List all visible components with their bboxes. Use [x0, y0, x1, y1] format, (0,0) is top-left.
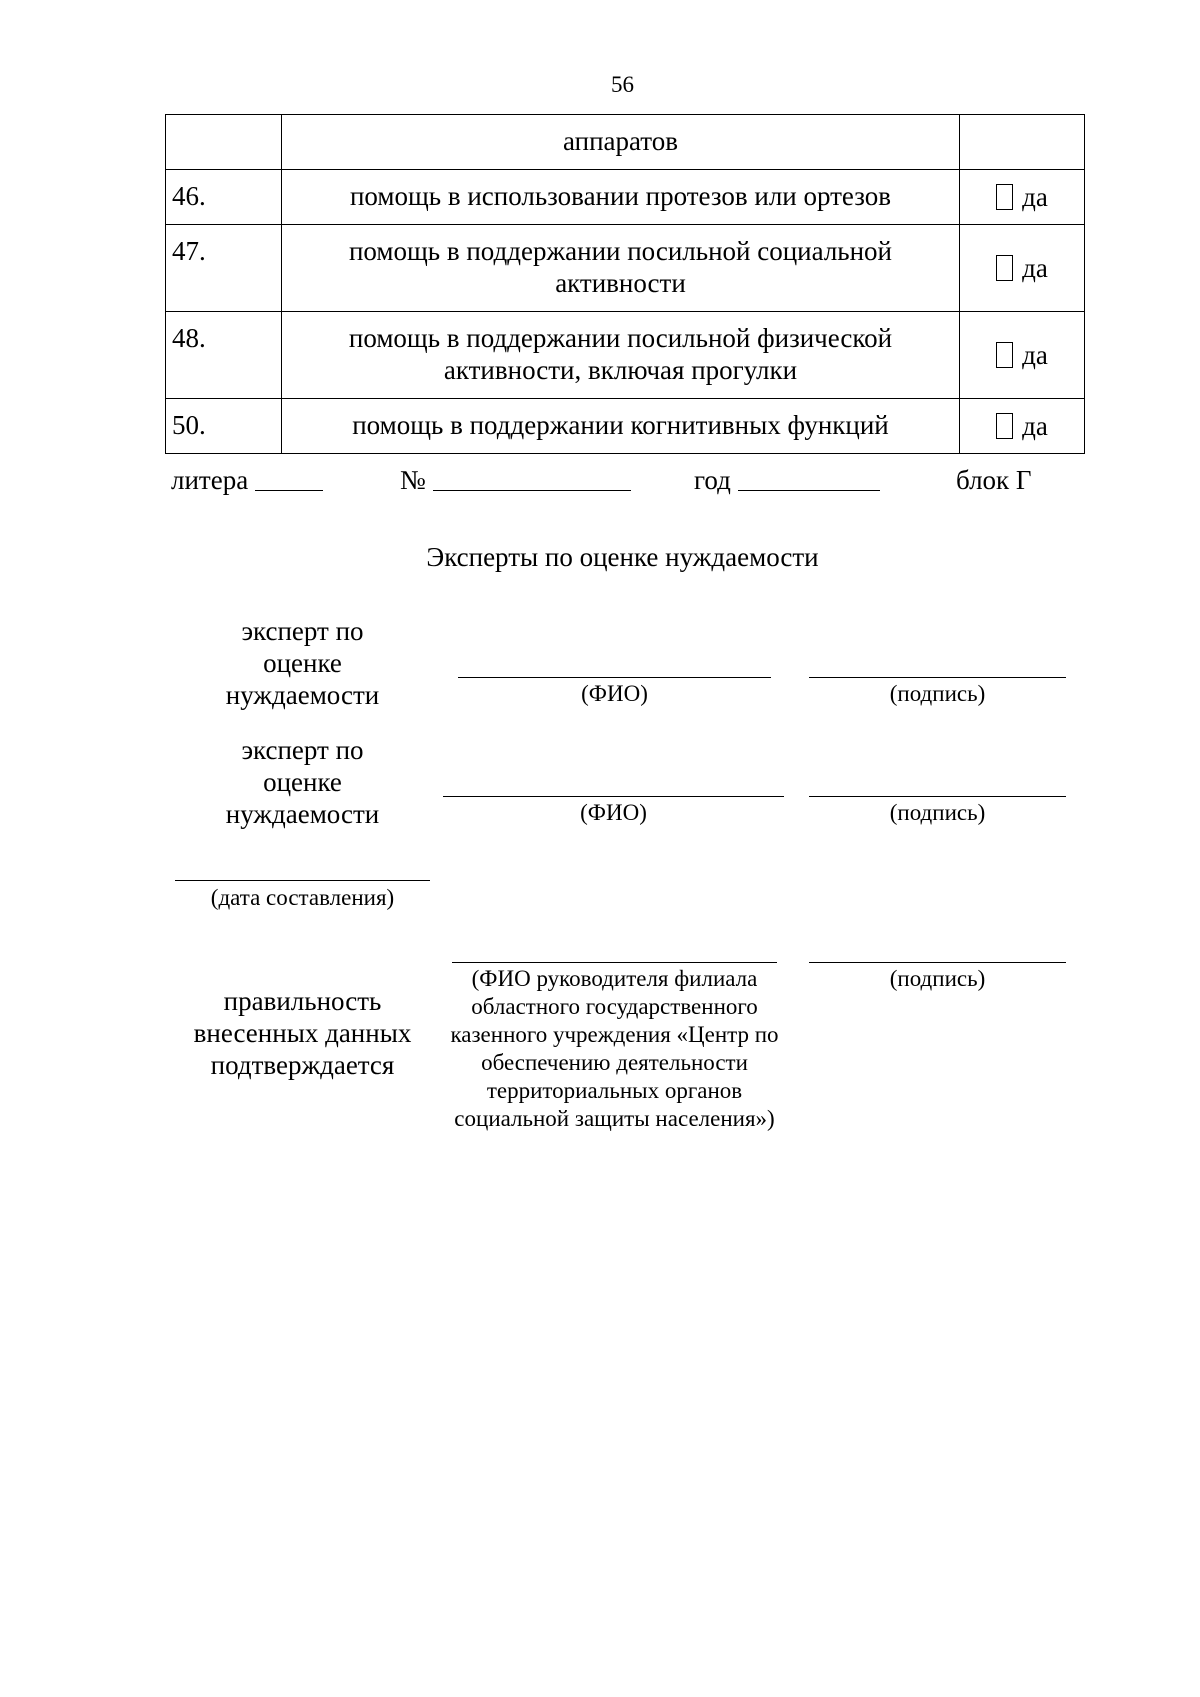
checkbox[interactable] — [996, 184, 1013, 210]
table-row — [166, 225, 1085, 312]
checkbox[interactable] — [996, 255, 1013, 281]
fio-line[interactable] — [443, 796, 784, 797]
confirmation-label: правильность внесенных данных подтверждается — [193, 986, 412, 1080]
row-check-cell — [960, 399, 1085, 454]
date-line[interactable] — [175, 880, 430, 881]
page-number: 56 — [611, 72, 634, 97]
year-input[interactable] — [738, 464, 880, 491]
number-field — [400, 463, 631, 497]
row-text: помощь в поддержании посильной физической активности, включая прогулки — [282, 312, 960, 399]
services-table — [165, 114, 1085, 454]
checkbox[interactable] — [996, 342, 1013, 368]
signature-caption: (подпись) — [889, 800, 986, 825]
table-row — [166, 170, 1085, 225]
year-field — [694, 463, 880, 497]
date-caption: (дата составления) — [210, 885, 395, 910]
row-number: 48. — [166, 312, 282, 399]
checkbox-label: да — [1022, 253, 1048, 283]
litera-input[interactable] — [255, 464, 323, 491]
signature-caption: (подпись) — [889, 681, 986, 706]
head-fio-line[interactable] — [452, 962, 777, 963]
checkbox-label: да — [1022, 411, 1048, 441]
number-label: № — [400, 465, 426, 495]
litera-field — [171, 463, 323, 497]
row-check-cell — [960, 225, 1085, 312]
fio-caption: (ФИО) — [581, 681, 648, 706]
row-text: аппаратов — [282, 115, 960, 170]
row-check-cell — [960, 170, 1085, 225]
fio-caption: (ФИО) — [580, 800, 647, 825]
row-check-cell — [960, 115, 1085, 170]
expert-role-label: эксперт по оценке нуждаемости — [225, 735, 380, 829]
row-number: 46. — [166, 170, 282, 225]
row-text: помощь в поддержании когнитивных функций — [282, 399, 960, 454]
table-row — [166, 115, 1085, 170]
section-title: Эксперты по оценке нуждаемости — [426, 542, 819, 572]
row-check-cell — [960, 312, 1085, 399]
head-signature-line[interactable] — [809, 962, 1066, 963]
year-label: год — [694, 465, 731, 495]
row-number: 50. — [166, 399, 282, 454]
head-fio-caption: (ФИО руководителя филиала областного государственного казенного учреждения «Центр по обеспечению деятельности территориальных органов социальной защиты населения») — [450, 966, 779, 1131]
row-text: помощь в поддержании посильной социальной активности — [282, 225, 960, 312]
checkbox[interactable] — [996, 413, 1013, 439]
head-signature-caption: (подпись) — [889, 966, 986, 991]
row-number: 47. — [166, 225, 282, 312]
row-number — [166, 115, 282, 170]
signature-line[interactable] — [809, 677, 1066, 678]
table-row — [166, 399, 1085, 454]
row-text: помощь в использовании протезов или ортезов — [282, 170, 960, 225]
checkbox-label: да — [1022, 340, 1048, 370]
table-row — [166, 312, 1085, 399]
signature-line[interactable] — [809, 796, 1066, 797]
fio-line[interactable] — [458, 677, 771, 678]
block-label: блок Г — [956, 465, 1032, 495]
checkbox-label: да — [1022, 182, 1048, 212]
number-input[interactable] — [433, 464, 631, 491]
litera-label: литера — [171, 465, 249, 495]
expert-role-label: эксперт по оценке нуждаемости — [225, 616, 380, 710]
